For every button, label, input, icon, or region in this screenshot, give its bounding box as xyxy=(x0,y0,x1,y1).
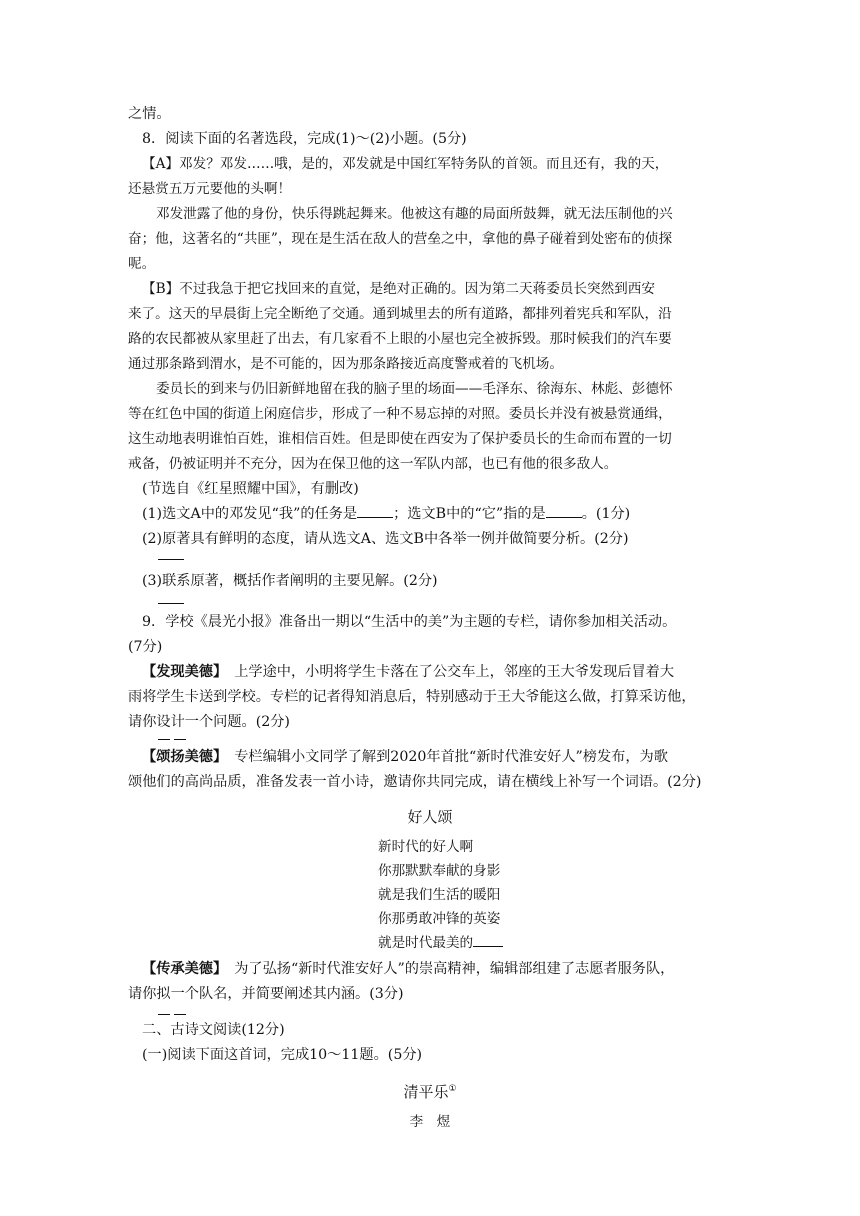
discover-virtue-line: 【发现美德】 上学途中，小明将学生卡落在了公交车上，邻座的王大爷发现后冒着大 xyxy=(142,664,675,680)
poem-line: 你那勇敢冲锋的英姿 xyxy=(378,911,501,927)
passage-a-line: 还悬赏五万元要他的头啊！ xyxy=(128,181,292,197)
section-heading: 二、古诗文阅读(12分) xyxy=(142,1022,285,1038)
footnote-marker: ① xyxy=(448,1084,457,1094)
answer-blank[interactable] xyxy=(357,504,393,518)
passage-b-line: 来了。这天的早晨街上完全断绝了交通。通到城里去的所有道路，都排列着宪兵和军队，沿 xyxy=(128,306,672,322)
poem-title: 好人颂 xyxy=(407,808,453,826)
passage-a-line: 【A】邓发？邓发……哦，是的，邓发就是中国红军特务队的首领。而且还有，我的天， xyxy=(142,156,669,172)
text-line: 雨将学生卡送到学校。专栏的记者得知消息后，特别感动于王大爷能这么做，打算采访他， xyxy=(128,689,696,705)
passage-a-line: 邓发泄露了他的身份，快乐得跳起舞来。他被这有趣的局面所鼓舞，就无法压制他的兴 xyxy=(156,206,673,222)
text-line: (7分) xyxy=(128,639,163,655)
passage-b-line: 路的农民都被从家里赶了出去，有几家看不上眼的小屋也完全被拆毁。那时候我们的汽车要 xyxy=(128,331,672,347)
passage-b-line: 这生动地表明谁怕百姓，谁相信百姓。但是即使在西安为了保护委员长的生命而布置的一切 xyxy=(128,431,672,447)
text-line: 之情。 xyxy=(128,106,171,122)
question-8-1: (1)选文A中的邓发见“我”的任务是 ；选文B中的“它”指的是 。(1分) xyxy=(142,506,631,522)
inherit-virtue-line: 【传承美德】 为了弘扬“新时代淮安好人”的崇高精神，编辑部组建了志愿者服务队， xyxy=(142,961,675,977)
answer-blank[interactable] xyxy=(473,933,503,947)
poem-line: 你那默默奉献的身影 xyxy=(378,863,501,879)
ci-author: 李 煜 xyxy=(409,1114,451,1130)
source-note: (节选自《红星照耀中国》，有删改) xyxy=(142,481,359,497)
question-10-11-heading: (一)阅读下面这首词，完成10～11题。(5分) xyxy=(142,1047,423,1063)
passage-b-line: 【B】不过我急于把它找回来的直觉，是绝对正确的。因为第二天蒋委员长突然到西安 xyxy=(142,281,655,297)
question-8-heading: 8．阅读下面的名著选段，完成(1)～(2)小题。(5分) xyxy=(142,131,467,147)
answer-line[interactable] xyxy=(174,739,186,740)
answer-line[interactable] xyxy=(158,559,184,560)
passage-b-line: 通过那条路到渭水，是不可能的，因为那条路接近高度警戒着的飞机场。 xyxy=(128,356,563,372)
answer-line[interactable] xyxy=(158,739,170,740)
passage-b-line: 委员长的到来与仍旧新鲜地留在我的脑子里的场面——毛泽东、徐海东、林彪、彭德怀 xyxy=(156,381,673,397)
section-label: 【传承美德】 xyxy=(142,961,221,977)
question-8-2: (2)原著具有鲜明的态度，请从选文A、选文B中各举一例并做简要分析。(2分) xyxy=(142,531,629,547)
ci-title: 清平乐① xyxy=(403,1083,457,1101)
text-line: 请你设计一个问题。(2分) xyxy=(128,714,290,730)
poem-line: 就是我们生活的暖阳 xyxy=(378,887,501,903)
poem-line: 就是时代最美的 xyxy=(378,932,503,954)
passage-a-line: 奋；他，这著名的“共匪”，现在是生活在敌人的营垒之中，拿他的鼻子碰着到处密布的侦探 xyxy=(128,231,673,247)
section-label: 【发现美德】 xyxy=(142,664,221,680)
answer-line[interactable] xyxy=(158,603,184,604)
passage-a-line: 呢。 xyxy=(128,256,156,272)
question-9-heading: 9．学校《晨光小报》准备出一期以“生活中的美”为主题的专栏，请你参加相关活动。 xyxy=(142,614,677,630)
praise-virtue-line: 【颂扬美德】 专栏编辑小文同学了解到2020年首批“新时代淮安好人”榜发布，为歌 xyxy=(142,749,668,765)
question-8-3: (3)联系原著，概括作者阐明的主要见解。(2分) xyxy=(142,573,438,589)
passage-b-line: 戒备，仍被证明并不充分，因为在保卫他的这一军队内部，也已有他的很多敌人。 xyxy=(128,456,618,472)
poem-line: 新时代的好人啊 xyxy=(378,839,474,855)
passage-b-line: 等在红色中国的街道上闲庭信步，形成了一种不易忘掉的对照。委员长并没有被悬赏通缉， xyxy=(128,406,672,422)
section-label: 【颂扬美德】 xyxy=(142,749,221,765)
answer-line[interactable] xyxy=(158,1014,170,1015)
answer-line[interactable] xyxy=(174,1014,186,1015)
text-line: 颂他们的高尚品质，准备发表一首小诗，邀请你共同完成，请在横线上补写一个词语。(2分) xyxy=(128,774,702,790)
text-line: 请你拟一个队名，并简要阐述其内涵。(3分) xyxy=(128,986,404,1002)
answer-blank[interactable] xyxy=(546,504,582,518)
